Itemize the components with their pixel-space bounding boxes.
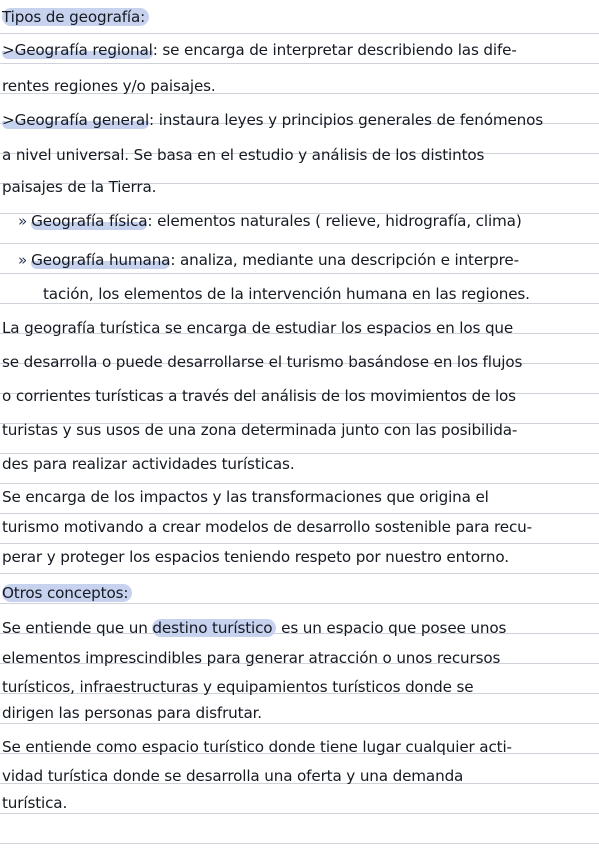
text: Se entiende como espacio turístico donde tiene lugar cualquier acti-	[2, 738, 512, 756]
paragraph-line	[2, 487, 489, 507]
paragraph-line	[2, 386, 516, 406]
heading-tipos	[2, 7, 149, 27]
humana-term: Geografía humana	[31, 251, 171, 269]
paragraph-line	[2, 454, 295, 474]
regional-line-2	[2, 76, 216, 96]
general-line-1	[2, 110, 543, 130]
text: elementos imprescindibles para generar atracción o unos recursos	[2, 649, 501, 667]
paragraph-line	[2, 318, 513, 338]
text: perar y proteger los espacios teniendo respeto por nuestro entorno.	[2, 548, 509, 566]
text: es un espacio que posee unos	[276, 619, 507, 637]
text: La geografía turística se encarga de estudiar los espacios en los que	[2, 319, 514, 337]
paragraph-line	[2, 352, 522, 372]
text: dirigen las personas para disfrutar.	[2, 704, 262, 722]
paragraph-line	[2, 547, 509, 567]
humana-line-2	[43, 284, 530, 304]
heading-highlight: Tipos de geografía:	[2, 8, 149, 26]
general-text: : instaura leyes y principios generales de fenómenos	[149, 111, 544, 129]
destino-line-1	[2, 618, 506, 638]
text: o corrientes turísticas a través del análisis de los movimientos de los	[2, 387, 516, 405]
espacio-line	[2, 766, 463, 786]
regional-text-2: rentes regiones y/o paisajes.	[2, 77, 216, 95]
text: vidad turística donde se desarrolla una oferta y una demanda	[2, 767, 464, 785]
bullet-icon: »	[18, 212, 28, 230]
humana-line-1	[18, 250, 519, 270]
text: des para realizar actividades turísticas.	[2, 455, 295, 473]
destino-term: destino turístico	[152, 619, 276, 637]
text: turismo motivando a crear modelos de desarrollo sostenible para recu-	[2, 518, 532, 536]
espacio-line	[2, 737, 512, 757]
destino-line	[2, 677, 474, 697]
general-text-3: paisajes de la Tierra.	[2, 178, 157, 196]
regional-term: >Geografía regional	[2, 41, 153, 59]
heading-highlight: Otros conceptos:	[2, 584, 132, 602]
destino-line	[2, 648, 500, 668]
general-line-2	[2, 145, 484, 165]
text: turistas y sus usos de una zona determinada junto con las posibilida-	[2, 421, 518, 439]
paragraph-line	[2, 517, 532, 537]
humana-text: : analiza, mediante una descripción e interpre-	[170, 251, 519, 269]
paragraph-line	[2, 420, 517, 440]
fisica-line	[18, 211, 522, 231]
text: Se entiende que un	[2, 619, 153, 637]
regional-line-1	[2, 40, 517, 60]
text: se desarrolla o puede desarrollarse el turismo basándose en los flujos	[2, 353, 523, 371]
general-text-2: a nivel universal. Se basa en el estudio y análisis de los distintos	[2, 146, 485, 164]
text: turísticos, infraestructuras y equipamientos turísticos donde se	[2, 678, 474, 696]
bullet-icon: »	[18, 251, 28, 269]
espacio-line	[2, 793, 67, 813]
heading-otros	[2, 583, 132, 603]
general-term: >Geografía general	[2, 111, 150, 129]
text: turística.	[2, 794, 68, 812]
destino-line	[2, 703, 262, 723]
text: Se encarga de los impactos y las transformaciones que origina el	[2, 488, 489, 506]
fisica-term: Geografía física	[31, 212, 148, 230]
general-line-3	[2, 177, 156, 197]
humana-text-2: tación, los elementos de la intervención humana en las regiones.	[43, 285, 530, 303]
fisica-text: : elementos naturales ( relieve, hidrografía, clima)	[147, 212, 522, 230]
regional-text: : se encarga de interpretar describiendo las dife-	[152, 41, 517, 59]
